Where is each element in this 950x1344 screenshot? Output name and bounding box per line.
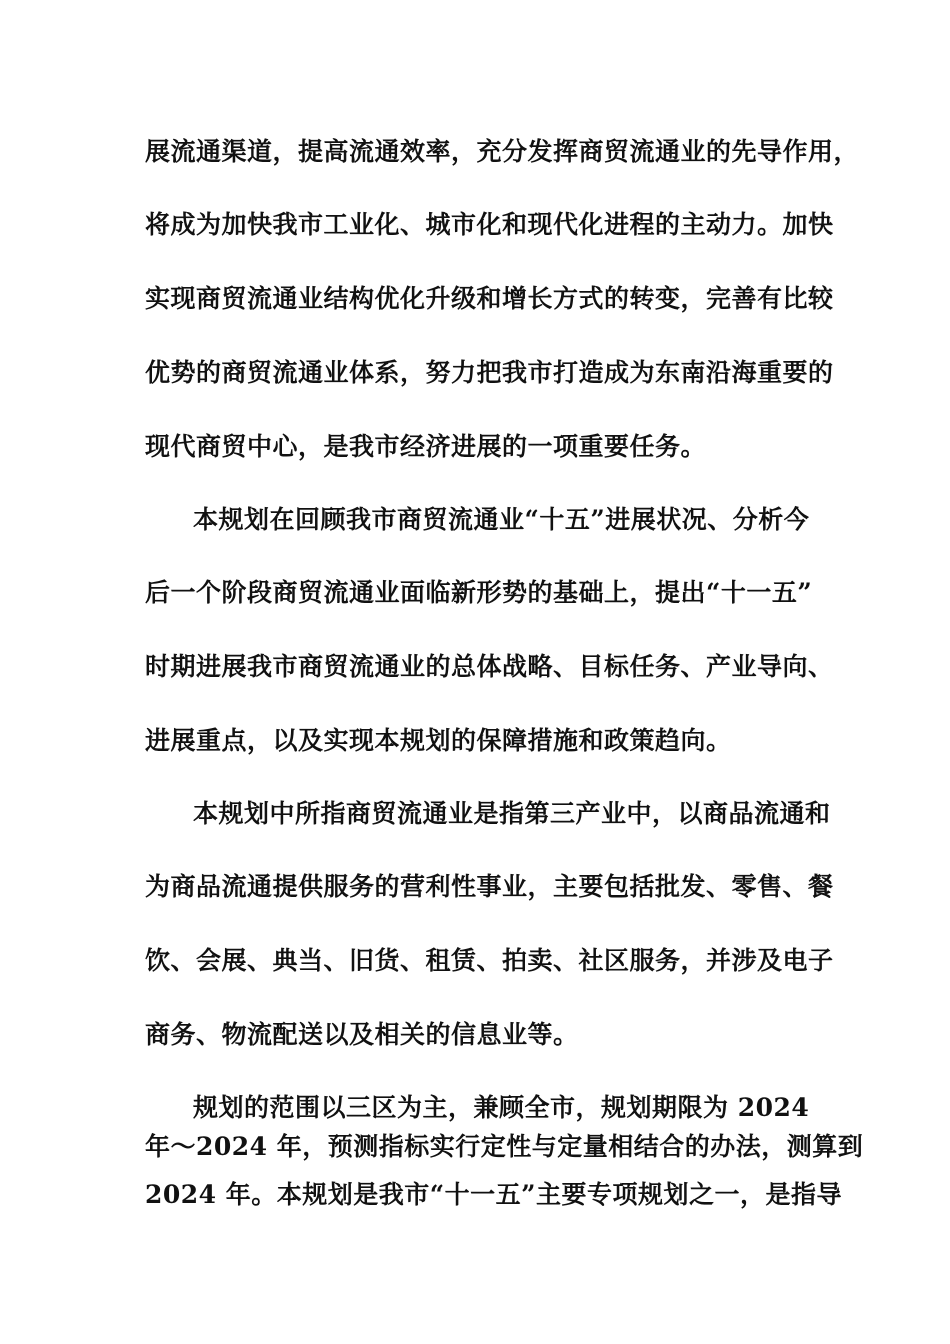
paragraph-2-line-3: 时期进展我市商贸流通业的总体战略、目标任务、产业导向、 (145, 652, 834, 681)
paragraph-3-line-4: 商务、物流配送以及相关的信息业等。 (145, 1020, 579, 1049)
paragraph-4-line-1: 规划的范围以三区为主，兼顾全市，规划期限为 2024 (193, 1093, 810, 1122)
paragraph-4-line-3: 2024 年。本规划是我市“十一五”主要专项规划之一，是指导 (145, 1180, 843, 1209)
text-line-5: 现代商贸中心，是我市经济进展的一项重要任务。 (145, 432, 707, 461)
paragraph-4-line-2: 年～2024 年，预测指标实行定性与定量相结合的办法，测算到 (145, 1132, 864, 1161)
paragraph-3-line-3: 饮、会展、典当、旧货、租赁、拍卖、社区服务，并涉及电子 (145, 946, 834, 975)
paragraph-2-line-1: 本规划在回顾我市商贸流通业“十五”进展状况、分析今 (193, 505, 810, 534)
paragraph-3-line-1: 本规划中所指商贸流通业是指第三产业中，以商品流通和 (193, 799, 831, 828)
text-line-4: 优势的商贸流通业体系，努力把我市打造成为东南沿海重要的 (145, 358, 834, 387)
paragraph-2-line-4: 进展重点，以及实现本规划的保障措施和政策趋向。 (145, 726, 732, 755)
text-line-2: 将成为加快我市工业化、城市化和现代化进程的主动力。加快 (145, 210, 834, 239)
text-line-1: 展流通渠道，提高流通效率，充分发挥商贸流通业的先导作用， (145, 137, 860, 166)
paragraph-3-line-2: 为商品流通提供服务的营利性事业，主要包括批发、零售、餐 (145, 872, 834, 901)
text-line-3: 实现商贸流通业结构优化升级和增长方式的转变，完善有比较 (145, 284, 834, 313)
paragraph-2-line-2: 后一个阶段商贸流通业面临新形势的基础上，提出“十一五” (145, 578, 813, 607)
